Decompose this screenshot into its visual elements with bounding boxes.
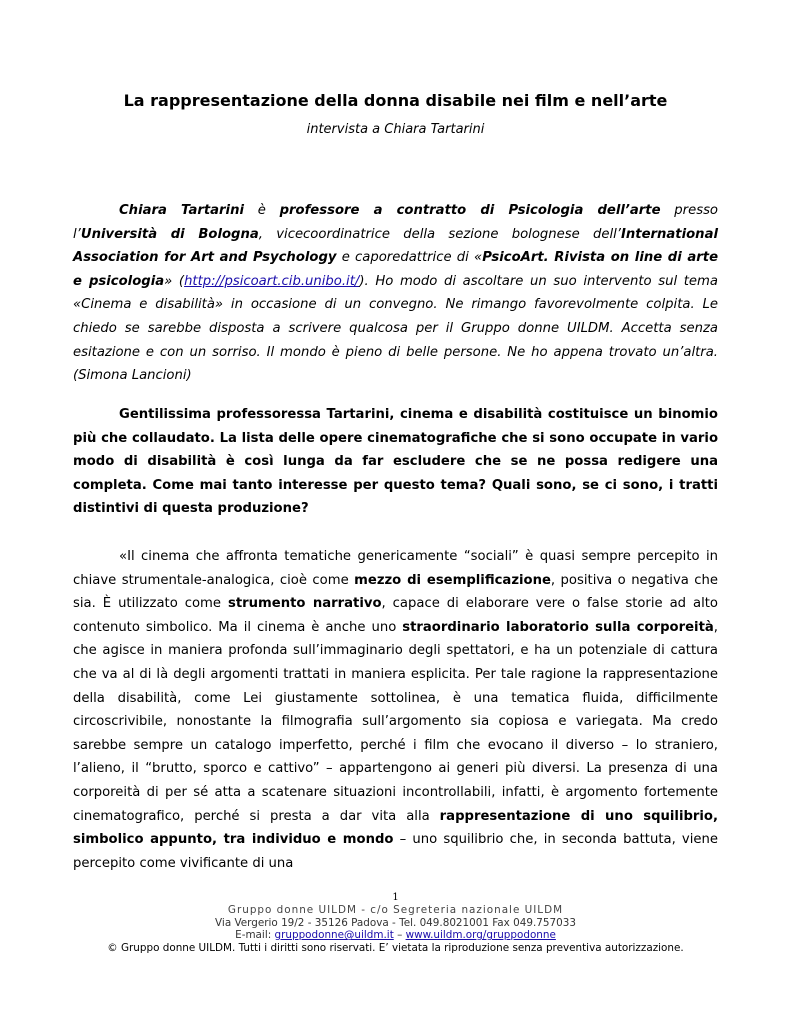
- page-subtitle: intervista a Chiara Tartarini: [306, 122, 485, 137]
- intro-text: presso l’: [73, 203, 719, 242]
- intro-text: » (: [164, 273, 185, 289]
- page-footer: [0, 892, 791, 954]
- intro-text: , vicecoordinatrice della sezione bolognese dell’: [258, 226, 621, 242]
- footer-rights: © Gruppo donne UILDM. Tutti i diritti sono riservati. E’ vietata la riproduzione senza preventiva autorizzazione.: [107, 941, 684, 954]
- intro-text: e caporedattrice di «: [336, 250, 483, 266]
- footer-separator: –: [393, 929, 406, 942]
- website-link[interactable]: www.uildm.org/gruppodonne: [405, 929, 556, 942]
- answer-text: , positiva o negativa che sia. È utilizzato come: [73, 572, 718, 612]
- email-link[interactable]: gruppodonne@uildm.it: [274, 929, 394, 942]
- intro-association: International Association for Art and Psychology: [73, 226, 718, 266]
- answer-paragraph: [73, 545, 718, 875]
- answer-emphasis: rappresentazione di uno squilibrio, simbolico appunto, tra individuo e mondo: [73, 808, 719, 848]
- intro-role: professore a contratto di Psicologia dell’arte: [279, 203, 661, 218]
- intro-name: Chiara Tartarini: [119, 203, 244, 218]
- question-text: Gentilissima professoressa Tartarini, cinema e disabilità costituisce un binomio più che collaudato. La lista delle opere cinematografiche che si sono occupate in vario modo di disabilità è così lunga da far escludere che se ne possa redigere una completa. Come mai tanto interesse per questo tema? Quali sono, se ci sono, i tratti distintivi di questa produzione?: [73, 407, 718, 517]
- page-title: La rappresentazione della donna disabile nei film e nell’arte: [123, 91, 668, 110]
- intro-text: è: [243, 203, 280, 218]
- intro-university: Università di Bologna: [80, 226, 259, 242]
- answer-emphasis: straordinario laboratorio sulla corporeità: [402, 619, 714, 635]
- journal-link[interactable]: http://psicoart.cib.unibo.it/: [184, 273, 360, 289]
- answer-text: , che agisce in maniera profonda sull’immaginario degli spettatori, e ha un potenziale di cattura che va al di là degli argomenti trattati in maniera esplicita. Per tale ragione la rappresentazione della disabilità, come Lei giustamente sottolinea, è una tematica fluida, difficilmente circoscrivibile, nonostante la filmografia sull’argomento sia copiosa e variegata. Ma credo sarebbe sempre un catalogo imperfetto, perché i film che evocano il diverso – lo straniero, l’alieno, il “brutto, sporco e cattivo” – appartengono ai generi più diversi. La presenza di una corporeità di per sé atta a scatenare situazioni incontrollabili, infatti, è argomento fortemente cinematografico, perché si presta a dar vita alla: [73, 619, 718, 824]
- answer-emphasis: strumento narrativo: [227, 596, 382, 612]
- page-number: 1: [392, 892, 399, 903]
- email-label: E-mail:: [235, 929, 275, 942]
- footer-organization: Gruppo donne UILDM - c/o Segreteria nazionale UILDM: [227, 904, 564, 917]
- footer-address: Via Vergerio 19/2 - 35126 Padova - Tel. 049.8021001 Fax 049.757033: [215, 916, 576, 929]
- footer-contacts: [0, 929, 791, 941]
- answer-text: – uno squilibrio che, in seconda battuta, viene percepito come vivificante di una: [73, 832, 718, 871]
- intro-journal: PsicoArt. Rivista on line di arte e psicologia: [73, 250, 719, 289]
- intro-text: ). Ho modo di ascoltare un suo intervento sul tema «Cinema e disabilità» in occasione di un convegno. Ne rimango favorevolmente colpita. Le chiedo se sarebbe disposta a scrivere qualcosa per il Gruppo donne UILDM. Accetta senza esitazione e con un sorriso. Il mondo è pieno di belle persone. Ne ho appena trovato un’altra. (Simona Lancioni): [73, 273, 718, 384]
- answer-emphasis: mezzo di esemplificazione: [354, 572, 551, 588]
- answer-text: «Il cinema che affronta tematiche genericamente “sociali” è quasi sempre percepito in chiave strumentale-analogica, cioè come: [73, 549, 718, 588]
- intro-paragraph: [73, 199, 718, 388]
- answer-text: , capace di elaborare vere o false storie ad alto contenuto simbolico. Ma il cinema è anche uno: [73, 596, 719, 635]
- question-paragraph: [73, 403, 718, 521]
